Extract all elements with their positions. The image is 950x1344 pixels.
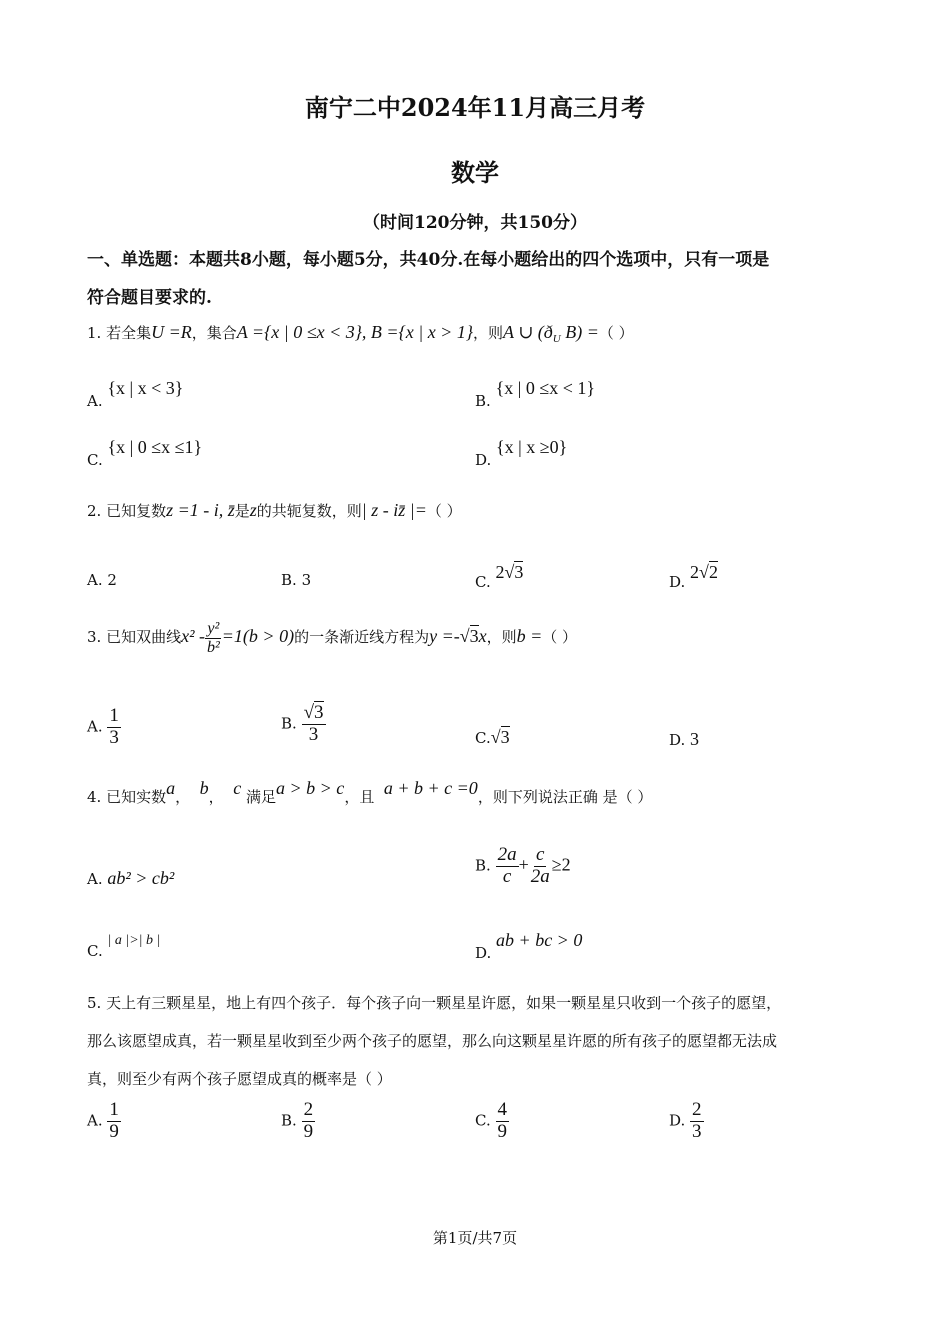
q5-option-b-fraction: $\frac{2}{9}$ bbox=[303, 1099, 314, 1142]
q3-x-term: x² - bbox=[181, 626, 205, 647]
q4-option-b[interactable]: B. $\frac{2a}{c}$ + $\frac{c}{2a}$ ≥2 bbox=[475, 844, 571, 887]
q1-sets: A ={x | 0 ≤x < 3}, B ={x | x > 1} bbox=[236, 322, 474, 342]
q5-option-a[interactable]: A. $\frac{1}{9}$ bbox=[87, 1099, 119, 1142]
q1-option-c-math: {x | 0 ≤x ≤1} bbox=[107, 437, 203, 457]
q1-option-d-math: {x | x ≥0} bbox=[496, 437, 568, 457]
q4-var-a: a bbox=[166, 778, 176, 798]
q3-answer-paren: （ ） bbox=[542, 628, 578, 647]
q1-option-c[interactable]: C. {x | 0 ≤x ≤1} bbox=[87, 437, 203, 469]
q3-option-b[interactable]: B. $\frac{√3}{3}$ bbox=[281, 702, 324, 745]
q5-option-d[interactable]: D. $\frac{2}{3}$ bbox=[669, 1099, 702, 1142]
q5-option-d-fraction: $\frac{2}{3}$ bbox=[692, 1099, 702, 1142]
q4-sum: a + b + c =0 bbox=[383, 778, 478, 798]
q1-expr: A ∪ (ð bbox=[503, 322, 553, 342]
q1-answer-paren: （ ） bbox=[598, 324, 634, 342]
q5-option-b[interactable]: B. $\frac{2}{9}$ bbox=[281, 1099, 314, 1142]
q3-fraction: $\frac{\text{y²}}{\text{b²}}$ bbox=[206, 620, 220, 656]
q2-answer-paren: （ ） bbox=[426, 502, 462, 520]
q2-option-a[interactable]: A. 2 bbox=[87, 571, 117, 589]
q4-option-b-fraction1: $\frac{2a}{c}$ bbox=[497, 844, 517, 887]
q4-option-a[interactable]: A. ab² > cb² bbox=[87, 868, 175, 888]
q4-option-c-math: | a |>| b | bbox=[107, 933, 161, 948]
q3-asymptote-radicand: 3 bbox=[469, 626, 479, 647]
q1-universe: U =R bbox=[151, 322, 192, 342]
q5-option-c-fraction: $\frac{4}{9}$ bbox=[497, 1099, 507, 1142]
page-footer: 第1页/共7页 bbox=[432, 1229, 518, 1247]
sqrt-icon: √ bbox=[504, 562, 515, 582]
q4-prefix: 4. 已知实数 bbox=[87, 788, 167, 806]
q4-var-c: c bbox=[233, 778, 242, 798]
q3-option-b-fraction: $\frac{√3}{3}$ bbox=[303, 702, 324, 745]
question-4: 4. 已知实数a， b， c 满足a > b > c，且 a + b + c =0，则下列说法正确 是（ ） bbox=[87, 778, 653, 806]
q1-complement-sub: U bbox=[552, 333, 561, 345]
section-heading-line1: 一、单选题：本题共8小题，每小题5分，共40分.在每小题给出的四个选项中，只有一项是 bbox=[87, 250, 770, 270]
q3-asymptote-x: x bbox=[478, 626, 487, 647]
q3-rest: =1(b > 0) bbox=[221, 626, 295, 647]
question-5-line3: 真，则至少有两个孩子愿望成真的概率是（ ） bbox=[87, 1070, 392, 1088]
q1-option-d[interactable]: D. {x | x ≥0} bbox=[475, 437, 568, 469]
q3-option-a-fraction: $\frac{1}{3}$ bbox=[109, 705, 119, 748]
question-3 bbox=[87, 620, 577, 656]
question-1 bbox=[87, 322, 634, 345]
q4-option-d-math: ab + bc > 0 bbox=[496, 930, 583, 950]
q5-option-a-fraction: $\frac{1}{9}$ bbox=[109, 1099, 119, 1142]
q2-option-b-value: 3 bbox=[301, 571, 312, 589]
q2-option-d-coef: 2 bbox=[690, 562, 700, 582]
q3-option-c-radicand: 3 bbox=[500, 727, 510, 747]
page-title: 南宁二中2024年11月高三月考 bbox=[304, 93, 646, 122]
q3-then: ，则 bbox=[486, 628, 517, 647]
q4-var-b: b bbox=[199, 778, 209, 798]
q1-mid: ，集合 bbox=[191, 324, 237, 342]
q4-option-b-fraction2: $\frac{c}{2a}$ bbox=[530, 844, 550, 887]
q2-option-d[interactable]: D. 2√2 bbox=[669, 562, 718, 591]
time-info: （时间120分钟，共150分） bbox=[363, 213, 587, 233]
q4-option-a-math: ab² > cb² bbox=[107, 868, 175, 888]
q2-option-b[interactable]: B. 3 bbox=[281, 571, 312, 589]
section-heading-line2: 符合题目要求的. bbox=[87, 288, 212, 308]
q4-tail: ，则下列说法正确 是（ ） bbox=[477, 788, 653, 806]
q2-mid2: 的共轭复数，则 bbox=[256, 502, 362, 520]
q1-option-b-math: {x | 0 ≤x < 1} bbox=[495, 378, 595, 398]
q2-option-a-value: 2 bbox=[107, 571, 117, 589]
q3-option-a[interactable]: A. $\frac{1}{3}$ bbox=[87, 705, 119, 748]
q4-option-b-rest: ≥2 bbox=[551, 854, 571, 875]
sqrt-icon: √ bbox=[303, 702, 315, 723]
q1-option-a[interactable]: A. {x | x < 3} bbox=[87, 378, 184, 410]
q4-option-c[interactable]: C. | a |>| b | bbox=[87, 933, 161, 960]
q3-prefix: 3. 已知双曲线 bbox=[87, 628, 182, 647]
q3-option-c[interactable]: C.√3 bbox=[475, 727, 510, 747]
q3-asymptote-lhs: y =- bbox=[429, 626, 460, 647]
question-5-line2: 那么该愿望成真，若一颗星星收到至少两个孩子的愿望，那么向这颗星星许愿的所有孩子的愿望都无法成 bbox=[87, 1032, 778, 1050]
q2-option-c-radicand: 3 bbox=[514, 562, 524, 582]
q5-option-c[interactable]: C. $\frac{4}{9}$ bbox=[475, 1099, 507, 1142]
sqrt-icon: √ bbox=[490, 727, 501, 747]
q1-option-b[interactable]: B. {x | 0 ≤x < 1} bbox=[475, 378, 595, 410]
q2-math3: | z - iz̄ |= bbox=[361, 500, 427, 520]
q3-option-d-value: 3 bbox=[690, 729, 700, 749]
q2-option-d-radicand: 2 bbox=[708, 562, 718, 582]
sqrt-icon: √ bbox=[459, 626, 470, 647]
q1-option-a-math: {x | x < 3} bbox=[107, 378, 184, 398]
q2-mid1: 是 bbox=[234, 502, 250, 520]
question-2 bbox=[87, 500, 462, 521]
q4-inequality: a > b > c bbox=[276, 778, 345, 798]
question-5-line1: 5. 天上有三颗星星，地上有四个孩子．每个孩子向一颗星星许愿，如果一颗星星只收到一个孩子的愿望， bbox=[87, 994, 782, 1012]
q2-prefix: 2. 已知复数 bbox=[87, 502, 167, 520]
q2-math1: z =1 - i, z̄ bbox=[166, 500, 235, 520]
sqrt-icon: √ bbox=[699, 562, 709, 582]
q3-option-d[interactable]: D. 3 bbox=[669, 729, 700, 749]
q3-mid: 的一条渐近线方程为 bbox=[294, 628, 430, 647]
q2-math2: z bbox=[249, 500, 257, 520]
q1-then: ，则 bbox=[473, 324, 504, 342]
q1-expr2: B) = bbox=[560, 322, 599, 342]
q3-b: b = bbox=[516, 626, 543, 647]
q4-option-d[interactable]: D. ab + bc > 0 bbox=[475, 930, 583, 962]
q2-option-c-coef: 2 bbox=[495, 562, 505, 582]
q1-prefix: 1. 若全集 bbox=[87, 324, 152, 342]
q2-option-c[interactable]: C. 2√3 bbox=[475, 562, 524, 591]
subject-title: 数学 bbox=[451, 158, 499, 187]
